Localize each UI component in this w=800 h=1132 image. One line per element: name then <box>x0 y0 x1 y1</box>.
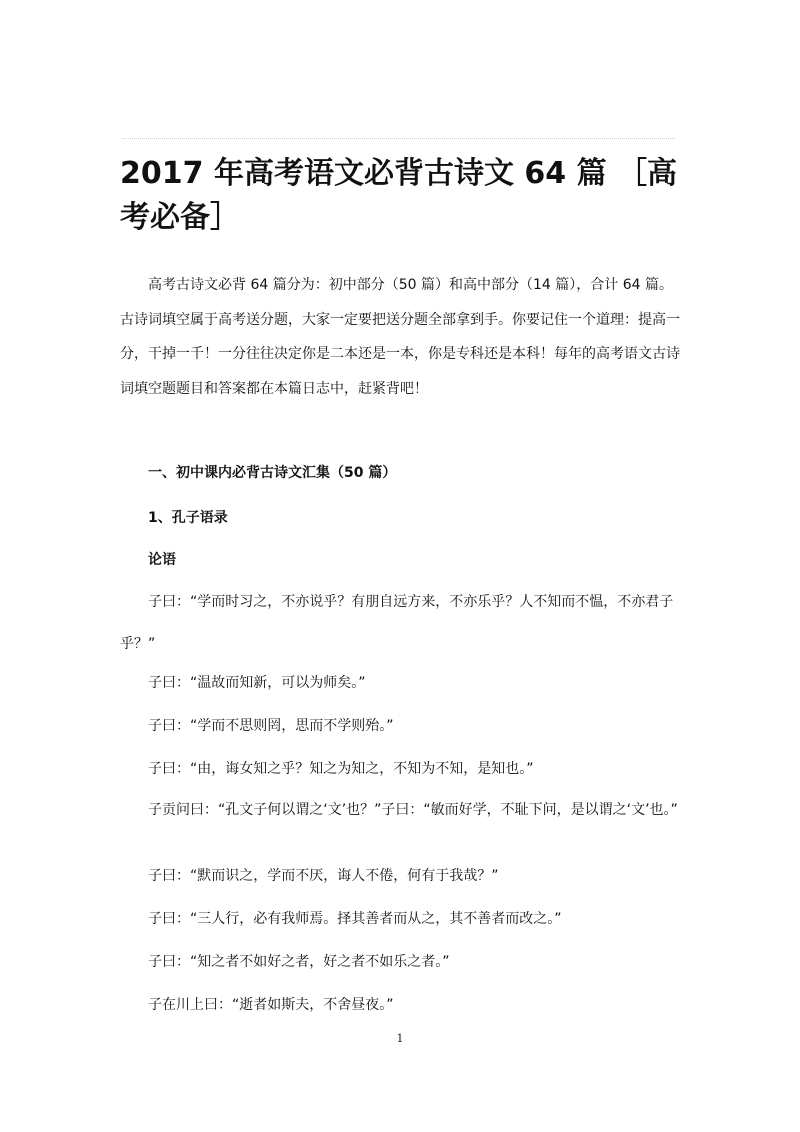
intro-paragraph: 高考古诗文必背 64 篇分为：初中部分（50 篇）和高中部分（14 篇），合计 64 篇。古诗词填空属于高考送分题，大家一定要把送分题全部拿到手。你要记住一个道理：提高一分，干掉一千！一分往往决定你是二本还是一本，你是专科还是本科！每年的高考语文古诗词填空题题目和答案都在本篇日志中，赶紧背吧！ <box>120 277 680 397</box>
top-divider <box>122 138 675 139</box>
document-title: 2017 年高考语文必背古诗文 64 篇 ［高考必备］ <box>120 156 678 235</box>
quote-paragraph: 子曰：“学而时习之，不亦说乎？有朋自远方来，不亦乐乎？人不知而不愠，不亦君子乎？” <box>120 594 674 652</box>
work-title: 论语 <box>148 552 176 568</box>
quote-paragraph: 子曰：“温故而知新，可以为师矣。” <box>148 675 366 691</box>
section-heading: 一、初中课内必背古诗文汇集（50 篇） <box>148 465 397 481</box>
subsection-heading: 1、孔子语录 <box>148 510 228 526</box>
quote-paragraph: 子曰：“由，诲女知之乎？知之为知之，不知为不知，是知也。” <box>148 761 534 777</box>
quote-paragraph: 子曰：“三人行，必有我师焉。择其善者而从之，其不善者而改之。” <box>148 911 562 927</box>
quote-paragraph: 子贡问曰：“孔文子何以谓之‘文’也？”子曰：“敏而好学，不耻下问，是以谓之‘文’也。” <box>148 802 678 818</box>
quote-paragraph: 子曰：“学而不思则罔，思而不学则殆。” <box>148 718 394 734</box>
quote-paragraph: 子曰：“默而识之，学而不厌，诲人不倦，何有于我哉？” <box>148 868 499 884</box>
quote-paragraph: 子在川上曰：“逝者如斯夫，不舍昼夜。” <box>148 997 394 1013</box>
page-number: 1 <box>396 1032 404 1045</box>
quote-paragraph: 子曰：“知之者不如好之者，好之者不如乐之者。” <box>148 954 450 970</box>
